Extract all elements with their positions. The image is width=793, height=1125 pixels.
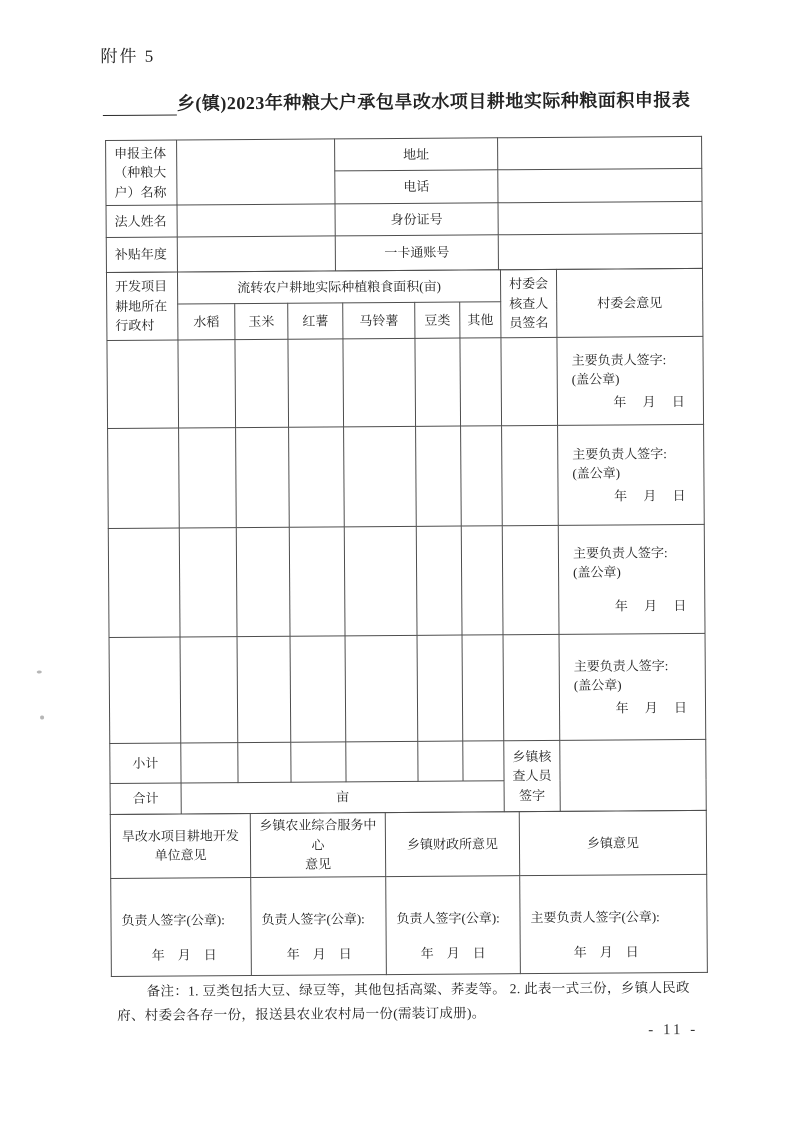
date-line: 年 月 日 — [573, 944, 639, 960]
subsidy-year-value-cell — [177, 236, 335, 272]
sign-line: 负责人签字(公章): — [121, 911, 225, 928]
form-title: 乡(镇)2023年种粮大户承包旱改水项目耕地实际种粮面积申报表 — [176, 89, 691, 114]
id-number-value-cell — [498, 201, 702, 234]
total-label: 合计 — [110, 783, 181, 814]
area-cell — [343, 338, 416, 427]
subtotal-cell — [291, 742, 346, 782]
township-opinion-header: 乡镇意见 — [519, 810, 706, 875]
subtotal-cell — [346, 741, 418, 782]
village-opinion-label: 村委会意见 — [556, 268, 702, 337]
area-cell — [344, 426, 417, 527]
date-line: 年 月 日 — [613, 393, 685, 410]
area-cell — [237, 636, 291, 742]
crop-header-sweet-potato: 红薯 — [288, 303, 343, 339]
area-cell — [236, 427, 290, 527]
table-row — [110, 810, 706, 878]
table-row — [106, 233, 702, 272]
sign-line: 主要负责人签字: — [573, 657, 669, 674]
area-cell — [461, 526, 503, 635]
table-row — [110, 739, 706, 783]
area-cell — [180, 637, 238, 743]
legal-name-label: 法人姓名 — [106, 205, 177, 237]
village-column-label: 开发项目 耕地所在 行政村 — [106, 272, 177, 340]
seal-line: (盖公章) — [573, 677, 622, 694]
subsidy-year-label: 补贴年度 — [106, 237, 177, 272]
village-opinion-cell — [557, 336, 704, 425]
town-checker-label: 乡镇核 查人员 签字 — [504, 740, 560, 811]
table-row — [107, 336, 704, 428]
address-value-cell — [498, 136, 702, 169]
crop-header-beans: 豆类 — [415, 302, 460, 338]
village-cell — [108, 428, 180, 528]
area-cell — [289, 527, 345, 636]
table-row — [106, 268, 702, 304]
phone-value-cell — [498, 168, 702, 202]
area-cell — [461, 426, 503, 526]
area-cell — [236, 527, 290, 636]
sign-line: 主要负责人签字: — [572, 544, 668, 561]
seal-line: (盖公章) — [572, 465, 621, 482]
table-row — [106, 136, 702, 172]
village-opinion-cell — [558, 524, 705, 634]
village-cell — [108, 528, 180, 637]
area-cell — [179, 428, 237, 528]
address-label: 地址 — [335, 138, 498, 171]
village-checker-label: 村委会 核查人 员签名 — [500, 269, 556, 337]
area-cell — [179, 528, 237, 637]
town-checker-opinion-cell — [560, 739, 706, 811]
village-cell — [109, 637, 181, 743]
card-account-value-cell — [498, 233, 702, 269]
scan-speck — [40, 715, 44, 719]
village-checker-cell — [501, 337, 558, 425]
seal-line: (盖公章) — [573, 564, 621, 581]
opinions-table — [110, 810, 708, 977]
date-line: 年 月 日 — [286, 946, 352, 962]
area-cell — [344, 526, 417, 636]
village-opinion-cell — [559, 633, 706, 740]
village-checker-cell — [502, 525, 559, 634]
table-row — [109, 633, 706, 743]
village-checker-cell — [502, 425, 559, 525]
scan-speck — [37, 670, 42, 673]
planted-area-header: 流转农户耕地实际种植粮食面积(亩) — [177, 270, 500, 304]
subtotal-cell — [463, 741, 504, 781]
phone-label: 电话 — [335, 170, 498, 204]
table-row — [108, 424, 705, 528]
form-tables — [105, 136, 708, 977]
page-number: - 11 - — [648, 1021, 699, 1039]
township-blank-line — [103, 94, 177, 117]
sign-line: 主要负责人签字: — [572, 445, 667, 462]
area-cell — [417, 635, 463, 741]
agri-service-center-opinion-cell — [251, 876, 387, 975]
finance-office-opinion-cell — [386, 875, 521, 974]
card-account-label: 一卡通账号 — [335, 235, 498, 271]
area-cell — [462, 635, 504, 741]
date-line: 年 月 日 — [614, 597, 687, 614]
area-cell — [178, 340, 236, 428]
subtotal-cell — [418, 741, 463, 781]
subtotal-cell — [238, 742, 291, 782]
village-opinion-cell — [558, 424, 705, 525]
date-line: 年 月 日 — [420, 945, 486, 961]
area-cell — [460, 338, 502, 426]
date-line: 年 月 日 — [613, 487, 686, 504]
developer-opinion-header: 旱改水项目耕地开发 单位意见 — [110, 814, 250, 878]
table-row — [111, 874, 708, 976]
crop-header-potato: 马铃薯 — [343, 302, 415, 339]
village-checker-cell — [503, 634, 560, 740]
attachment-label: 附件 5 — [100, 46, 156, 67]
table-row — [108, 524, 705, 637]
date-line: 年 月 日 — [615, 699, 688, 716]
finance-office-opinion-header: 乡镇财政所意见 — [385, 812, 519, 876]
sign-line: 主要负责人签字(公章): — [530, 908, 660, 925]
sign-line: 负责人签字(公章): — [261, 910, 365, 927]
subtotal-cell — [181, 743, 238, 783]
date-line: 年 月 日 — [151, 947, 217, 963]
developer-opinion-cell — [111, 877, 252, 976]
area-cell — [416, 426, 462, 526]
applicant-name-value-cell — [177, 139, 335, 205]
area-cell — [288, 339, 344, 427]
id-number-label: 身份证号 — [335, 203, 498, 236]
legal-name-value-cell — [177, 204, 335, 237]
table-row — [106, 201, 702, 237]
area-cell — [345, 635, 418, 742]
area-cell — [289, 427, 345, 527]
township-opinion-cell — [520, 874, 708, 973]
footnote: 备注：1. 豆类包括大豆、绿豆等，其他包括高粱、荞麦等。 2. 此表一式三份，乡镇人民政府、村委会各存一份，报送县农业农村局一份(需装订成册)。 — [117, 979, 690, 1023]
crop-header-other: 其他 — [460, 302, 501, 338]
village-cell — [107, 340, 179, 428]
area-cell — [416, 526, 462, 635]
total-unit-cell: 亩 — [181, 781, 504, 814]
area-cell — [235, 339, 289, 427]
sign-line: 负责人签字(公章): — [396, 909, 500, 926]
applicant-name-label: 申报主体 （种粮大 户）名称 — [106, 140, 177, 205]
seal-line: (盖公章) — [571, 371, 620, 388]
grain-area-table — [106, 268, 707, 815]
area-cell — [415, 338, 461, 426]
subtotal-label: 小计 — [110, 743, 181, 783]
title-row — [103, 86, 691, 116]
crop-header-rice: 水稻 — [178, 304, 235, 340]
crop-header-corn: 玉米 — [235, 303, 288, 339]
agri-service-center-opinion-header: 乡镇农业综合服务中心 意见 — [250, 813, 385, 877]
info-table — [105, 136, 703, 273]
area-cell — [290, 636, 346, 742]
sign-line: 主要负责人签字: — [571, 351, 667, 368]
